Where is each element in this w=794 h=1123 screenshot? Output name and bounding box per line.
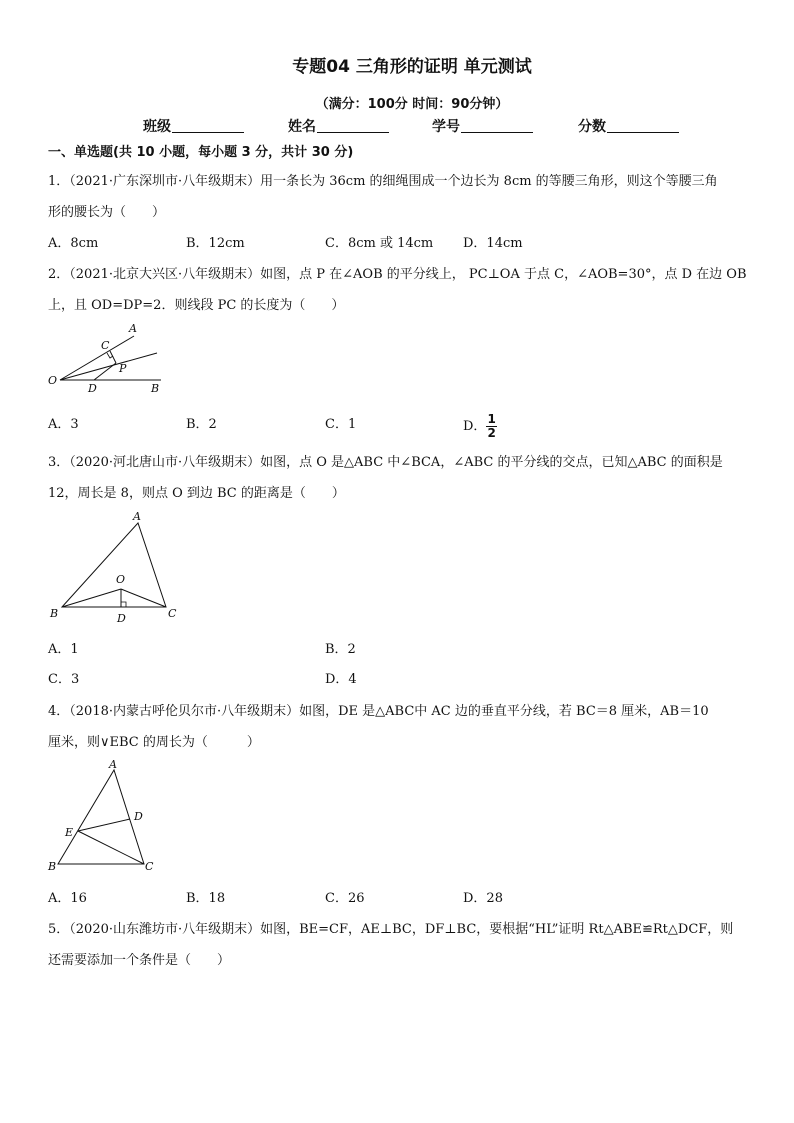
q2-option-d-label: D． xyxy=(463,419,487,434)
q4-triangle-abc xyxy=(58,770,144,864)
class-label: 班级 xyxy=(143,119,171,135)
q2-label-a: A xyxy=(129,322,137,335)
q1-line-1: 1．（2021·广东深圳市·八年级期末）用一条长为 36cm 的细绳围成一个边长为 8cm 的等腰三角形，则这个等腰三角 xyxy=(48,174,718,189)
q2-segment-pd xyxy=(94,363,116,380)
q2-option-d-fraction xyxy=(486,413,496,440)
q3-label-b: B xyxy=(50,607,59,620)
q4-segment-de xyxy=(78,819,130,831)
q3-option-c: C．3 xyxy=(48,672,80,687)
name-label: 姓名 xyxy=(288,119,316,135)
q2-label-d: D xyxy=(88,382,97,394)
student-id-blank xyxy=(461,118,533,133)
q4-line-1: 4．（2018·内蒙古呼伦贝尔市·八年级期末）如图，DE 是△ABC中 AC 边的垂直平分线，若 BC＝8 厘米，AB＝10 xyxy=(48,704,709,719)
q1-option-b: B．12cm xyxy=(186,236,245,251)
q3-label-o: O xyxy=(116,573,126,586)
q4-option-c: C．26 xyxy=(325,891,365,906)
fraction-denominator: 2 xyxy=(487,426,496,440)
q3-option-b: B．2 xyxy=(325,642,356,657)
q2-label-p: P xyxy=(119,362,127,375)
q1-line-2: 形的腰长为（ ） xyxy=(48,205,166,220)
q3-label-d: D xyxy=(117,612,126,625)
q2-line-2: 上，且 OD=DP=2．则线段 PC 的长度为（ ） xyxy=(48,298,345,313)
q1-option-c: C．8cm 或 14cm xyxy=(325,236,434,251)
q2-option-d xyxy=(463,413,497,440)
q3-triangle-abc xyxy=(62,523,166,607)
name-blank xyxy=(317,118,389,133)
student-id-field xyxy=(432,116,533,136)
q2-bisector-op xyxy=(60,353,157,380)
q1-option-d: D．14cm xyxy=(463,236,523,251)
fraction-numerator: 1 xyxy=(487,412,496,426)
page-title: 专题04 三角形的证明 单元测试 xyxy=(292,57,532,77)
class-blank xyxy=(172,118,244,133)
q2-figure xyxy=(44,320,170,394)
q1-option-a: A．8cm xyxy=(48,236,99,251)
student-id-label: 学号 xyxy=(432,119,460,135)
q2-label-c: C xyxy=(101,339,110,352)
q3-figure xyxy=(46,506,186,628)
q5-line-2: 还需要添加一个条件是（ ） xyxy=(48,953,231,968)
q5-line-1: 5．（2020·山东潍坊市·八年级期末）如图，BE=CF，AE⊥BC，DF⊥BC，要根据“HL”证明 Rt△ABE≌Rt△DCF，则 xyxy=(48,922,734,937)
score-field xyxy=(578,116,679,136)
class-field xyxy=(143,116,244,136)
q3-option-d: D．4 xyxy=(325,672,357,687)
q3-line-2: 12，周长是 8，则点 O 到边 BC 的距离是（ ） xyxy=(48,486,345,501)
q3-label-c: C xyxy=(168,607,177,620)
q4-label-a: A xyxy=(109,758,117,771)
q4-figure xyxy=(46,758,166,876)
section-heading: 一、单选题(共 10 小题，每小题 3 分，共计 30 分) xyxy=(48,145,354,160)
q2-label-b: B xyxy=(151,382,160,394)
q2-option-c: C．1 xyxy=(325,417,357,432)
q4-option-d: D．28 xyxy=(463,891,503,906)
q2-option-a: A．3 xyxy=(48,417,79,432)
q3-line-1: 3．（2020·河北唐山市·八年级期末）如图，点 O 是△ABC 中∠BCA，∠ABC 的平分线的交点，已知△ABC 的面积是 xyxy=(48,455,723,470)
q3-right-angle-mark xyxy=(121,602,126,607)
q2-label-o: O xyxy=(48,374,58,387)
name-field xyxy=(288,116,389,136)
q3-segment-bo xyxy=(62,589,121,607)
q4-label-d: D xyxy=(134,810,143,823)
q3-option-a: A．1 xyxy=(48,642,79,657)
score-label: 分数 xyxy=(578,119,606,135)
q4-option-a: A．16 xyxy=(48,891,87,906)
q4-label-b: B xyxy=(48,860,57,873)
q3-label-a: A xyxy=(133,510,141,523)
q3-segment-co xyxy=(121,589,166,607)
q4-segment-ec xyxy=(78,831,144,864)
q4-line-2: 厘米，则∨EBC 的周长为（ ） xyxy=(48,735,260,750)
q4-option-b: B．18 xyxy=(186,891,226,906)
q4-label-c: C xyxy=(145,860,154,873)
score-blank xyxy=(607,118,679,133)
q2-option-b: B．2 xyxy=(186,417,217,432)
q2-line-1: 2．（2021·北京大兴区·八年级期末）如图，点 P 在∠AOB 的平分线上， PC⊥OA 于点 C，∠AOB=30°，点 D 在边 OB xyxy=(48,267,747,282)
q4-label-e: E xyxy=(65,826,74,839)
exam-meta: （满分：100分 时间：90分钟） xyxy=(315,97,509,112)
